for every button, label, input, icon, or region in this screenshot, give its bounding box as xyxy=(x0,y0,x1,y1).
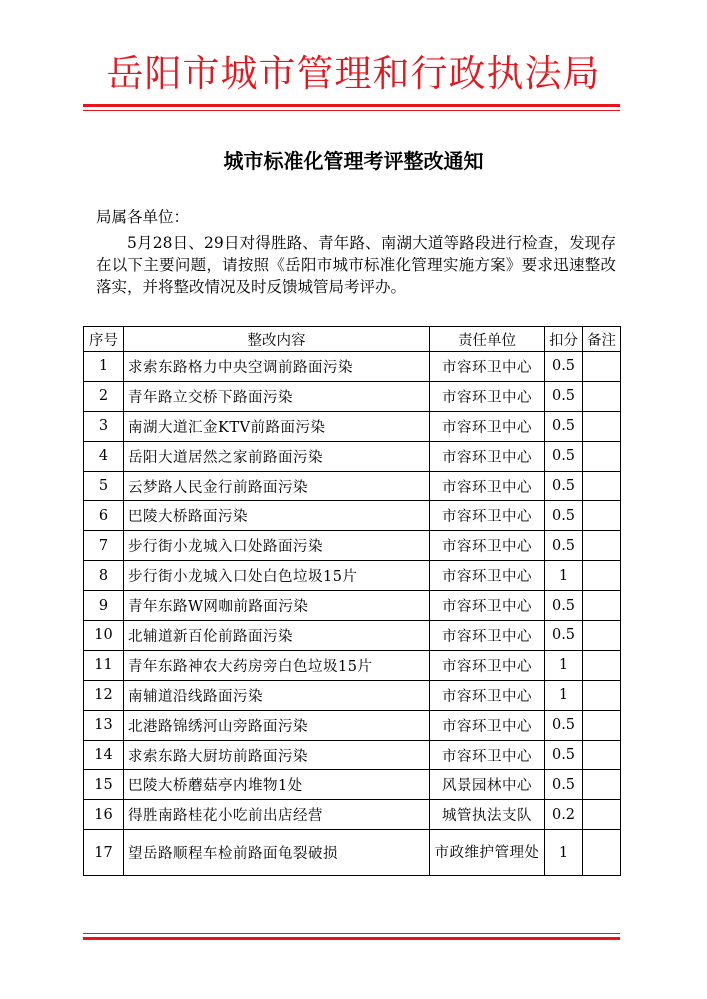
row-deduction: 0.5 xyxy=(545,621,583,651)
table-row xyxy=(84,441,621,471)
row-note xyxy=(583,352,621,382)
row-deduction: 0.5 xyxy=(545,411,583,441)
header-no: 序号 xyxy=(84,327,124,352)
row-unit: 市容环卫中心 xyxy=(430,650,545,680)
row-no: 8 xyxy=(84,561,124,591)
row-unit: 市容环卫中心 xyxy=(430,740,545,770)
row-content: 青年东路W网咖前路面污染 xyxy=(124,591,430,621)
row-note xyxy=(583,830,621,876)
table-row xyxy=(84,591,621,621)
row-note xyxy=(583,770,621,800)
row-note xyxy=(583,800,621,830)
table-row xyxy=(84,650,621,680)
row-content: 步行街小龙城入口处路面污染 xyxy=(124,531,430,561)
row-content: 求索东路大厨坊前路面污染 xyxy=(124,740,430,770)
row-content: 巴陵大桥路面污染 xyxy=(124,501,430,531)
row-content: 北港路锦绣河山旁路面污染 xyxy=(124,710,430,740)
header-red-rule-thick xyxy=(83,104,620,107)
row-note xyxy=(583,411,621,441)
row-content: 北辅道新百伦前路面污染 xyxy=(124,621,430,651)
row-deduction: 0.5 xyxy=(545,381,583,411)
row-content: 望岳路顺程车检前路面龟裂破损 xyxy=(124,830,430,876)
row-note xyxy=(583,501,621,531)
table-row xyxy=(84,770,621,800)
table-row xyxy=(84,352,621,382)
row-deduction: 0.5 xyxy=(545,591,583,621)
document-title: 城市标准化管理考评整改通知 xyxy=(223,149,484,173)
row-content: 南辅道沿线路面污染 xyxy=(124,680,430,710)
row-unit: 市政维护管理处 xyxy=(430,830,545,876)
table-row xyxy=(84,471,621,501)
row-no: 10 xyxy=(84,621,124,651)
row-note xyxy=(583,591,621,621)
header-unit: 责任单位 xyxy=(430,327,545,352)
row-deduction: 0.5 xyxy=(545,471,583,501)
row-deduction: 0.5 xyxy=(545,352,583,382)
table-row xyxy=(84,740,621,770)
row-deduction: 1 xyxy=(545,680,583,710)
row-content: 求索东路格力中央空调前路面污染 xyxy=(124,352,430,382)
salutation: 局属各单位： xyxy=(96,208,190,226)
row-note xyxy=(583,531,621,561)
row-deduction: 1 xyxy=(545,830,583,876)
row-no: 17 xyxy=(84,830,124,876)
row-content: 岳阳大道居然之家前路面污染 xyxy=(124,441,430,471)
row-note xyxy=(583,680,621,710)
table-row xyxy=(84,381,621,411)
row-no: 12 xyxy=(84,680,124,710)
row-no: 1 xyxy=(84,352,124,382)
row-no: 14 xyxy=(84,740,124,770)
table-row xyxy=(84,680,621,710)
row-unit: 市容环卫中心 xyxy=(430,680,545,710)
row-content: 步行街小龙城入口处白色垃圾15片 xyxy=(124,561,430,591)
row-no: 3 xyxy=(84,411,124,441)
table-row xyxy=(84,501,621,531)
row-content: 得胜南路桂花小吃前出店经营 xyxy=(124,800,430,830)
table-row xyxy=(84,531,621,561)
row-content: 青年东路神农大药房旁白色垃圾15片 xyxy=(124,650,430,680)
row-deduction: 0.5 xyxy=(545,441,583,471)
table-row xyxy=(84,830,621,876)
notice-body-text: 5月28日、29日对得胜路、青年路、南湖大道等路段进行检查，发现存在以下主要问题，请按照《岳阳市城市标准化管理实施方案》要求迅速整改落实，并将整改情况及时反馈城管局考评办。 xyxy=(96,234,616,296)
row-unit: 市容环卫中心 xyxy=(430,411,545,441)
row-deduction: 0.5 xyxy=(545,531,583,561)
row-unit: 市容环卫中心 xyxy=(430,531,545,561)
table-row xyxy=(84,710,621,740)
row-content: 云梦路人民金行前路面污染 xyxy=(124,471,430,501)
row-no: 2 xyxy=(84,381,124,411)
row-deduction: 0.5 xyxy=(545,770,583,800)
row-deduction: 0.5 xyxy=(545,710,583,740)
header-content: 整改内容 xyxy=(124,327,430,352)
row-deduction: 0.2 xyxy=(545,800,583,830)
row-note xyxy=(583,650,621,680)
row-note xyxy=(583,381,621,411)
table-row xyxy=(84,411,621,441)
row-note xyxy=(583,740,621,770)
row-no: 9 xyxy=(84,591,124,621)
row-no: 13 xyxy=(84,710,124,740)
row-content: 青年路立交桥下路面污染 xyxy=(124,381,430,411)
agency-header-title: 岳阳市城市管理和行政执法局 xyxy=(106,52,601,95)
header-note: 备注 xyxy=(583,327,621,352)
row-note xyxy=(583,441,621,471)
footer-red-rule-thick xyxy=(83,937,620,940)
row-content: 南湖大道汇金KTV前路面污染 xyxy=(124,411,430,441)
row-note xyxy=(583,710,621,740)
row-unit: 市容环卫中心 xyxy=(430,621,545,651)
footer-red-rule-thin xyxy=(83,933,620,934)
row-no: 11 xyxy=(84,650,124,680)
header-deduction: 扣分 xyxy=(545,327,583,352)
row-unit: 市容环卫中心 xyxy=(430,352,545,382)
row-unit: 市容环卫中心 xyxy=(430,561,545,591)
row-unit: 市容环卫中心 xyxy=(430,471,545,501)
row-deduction: 1 xyxy=(545,650,583,680)
rectification-table xyxy=(83,326,621,876)
row-unit: 市容环卫中心 xyxy=(430,501,545,531)
header-red-rule-thin xyxy=(83,110,620,111)
row-no: 5 xyxy=(84,471,124,501)
row-deduction: 0.5 xyxy=(545,501,583,531)
row-no: 7 xyxy=(84,531,124,561)
row-no: 4 xyxy=(84,441,124,471)
row-no: 16 xyxy=(84,800,124,830)
row-unit: 城管执法支队 xyxy=(430,800,545,830)
row-note xyxy=(583,621,621,651)
row-deduction: 0.5 xyxy=(545,740,583,770)
table-row xyxy=(84,561,621,591)
table-row xyxy=(84,621,621,651)
row-no: 15 xyxy=(84,770,124,800)
table-header-row xyxy=(84,327,621,352)
row-unit: 风景园林中心 xyxy=(430,770,545,800)
row-unit: 市容环卫中心 xyxy=(430,441,545,471)
table-row xyxy=(84,800,621,830)
row-note xyxy=(583,471,621,501)
row-note xyxy=(583,561,621,591)
row-no: 6 xyxy=(84,501,124,531)
row-unit: 市容环卫中心 xyxy=(430,381,545,411)
row-unit: 市容环卫中心 xyxy=(430,710,545,740)
row-unit: 市容环卫中心 xyxy=(430,591,545,621)
row-deduction: 1 xyxy=(545,561,583,591)
row-content: 巴陵大桥蘑菇亭内堆物1处 xyxy=(124,770,430,800)
